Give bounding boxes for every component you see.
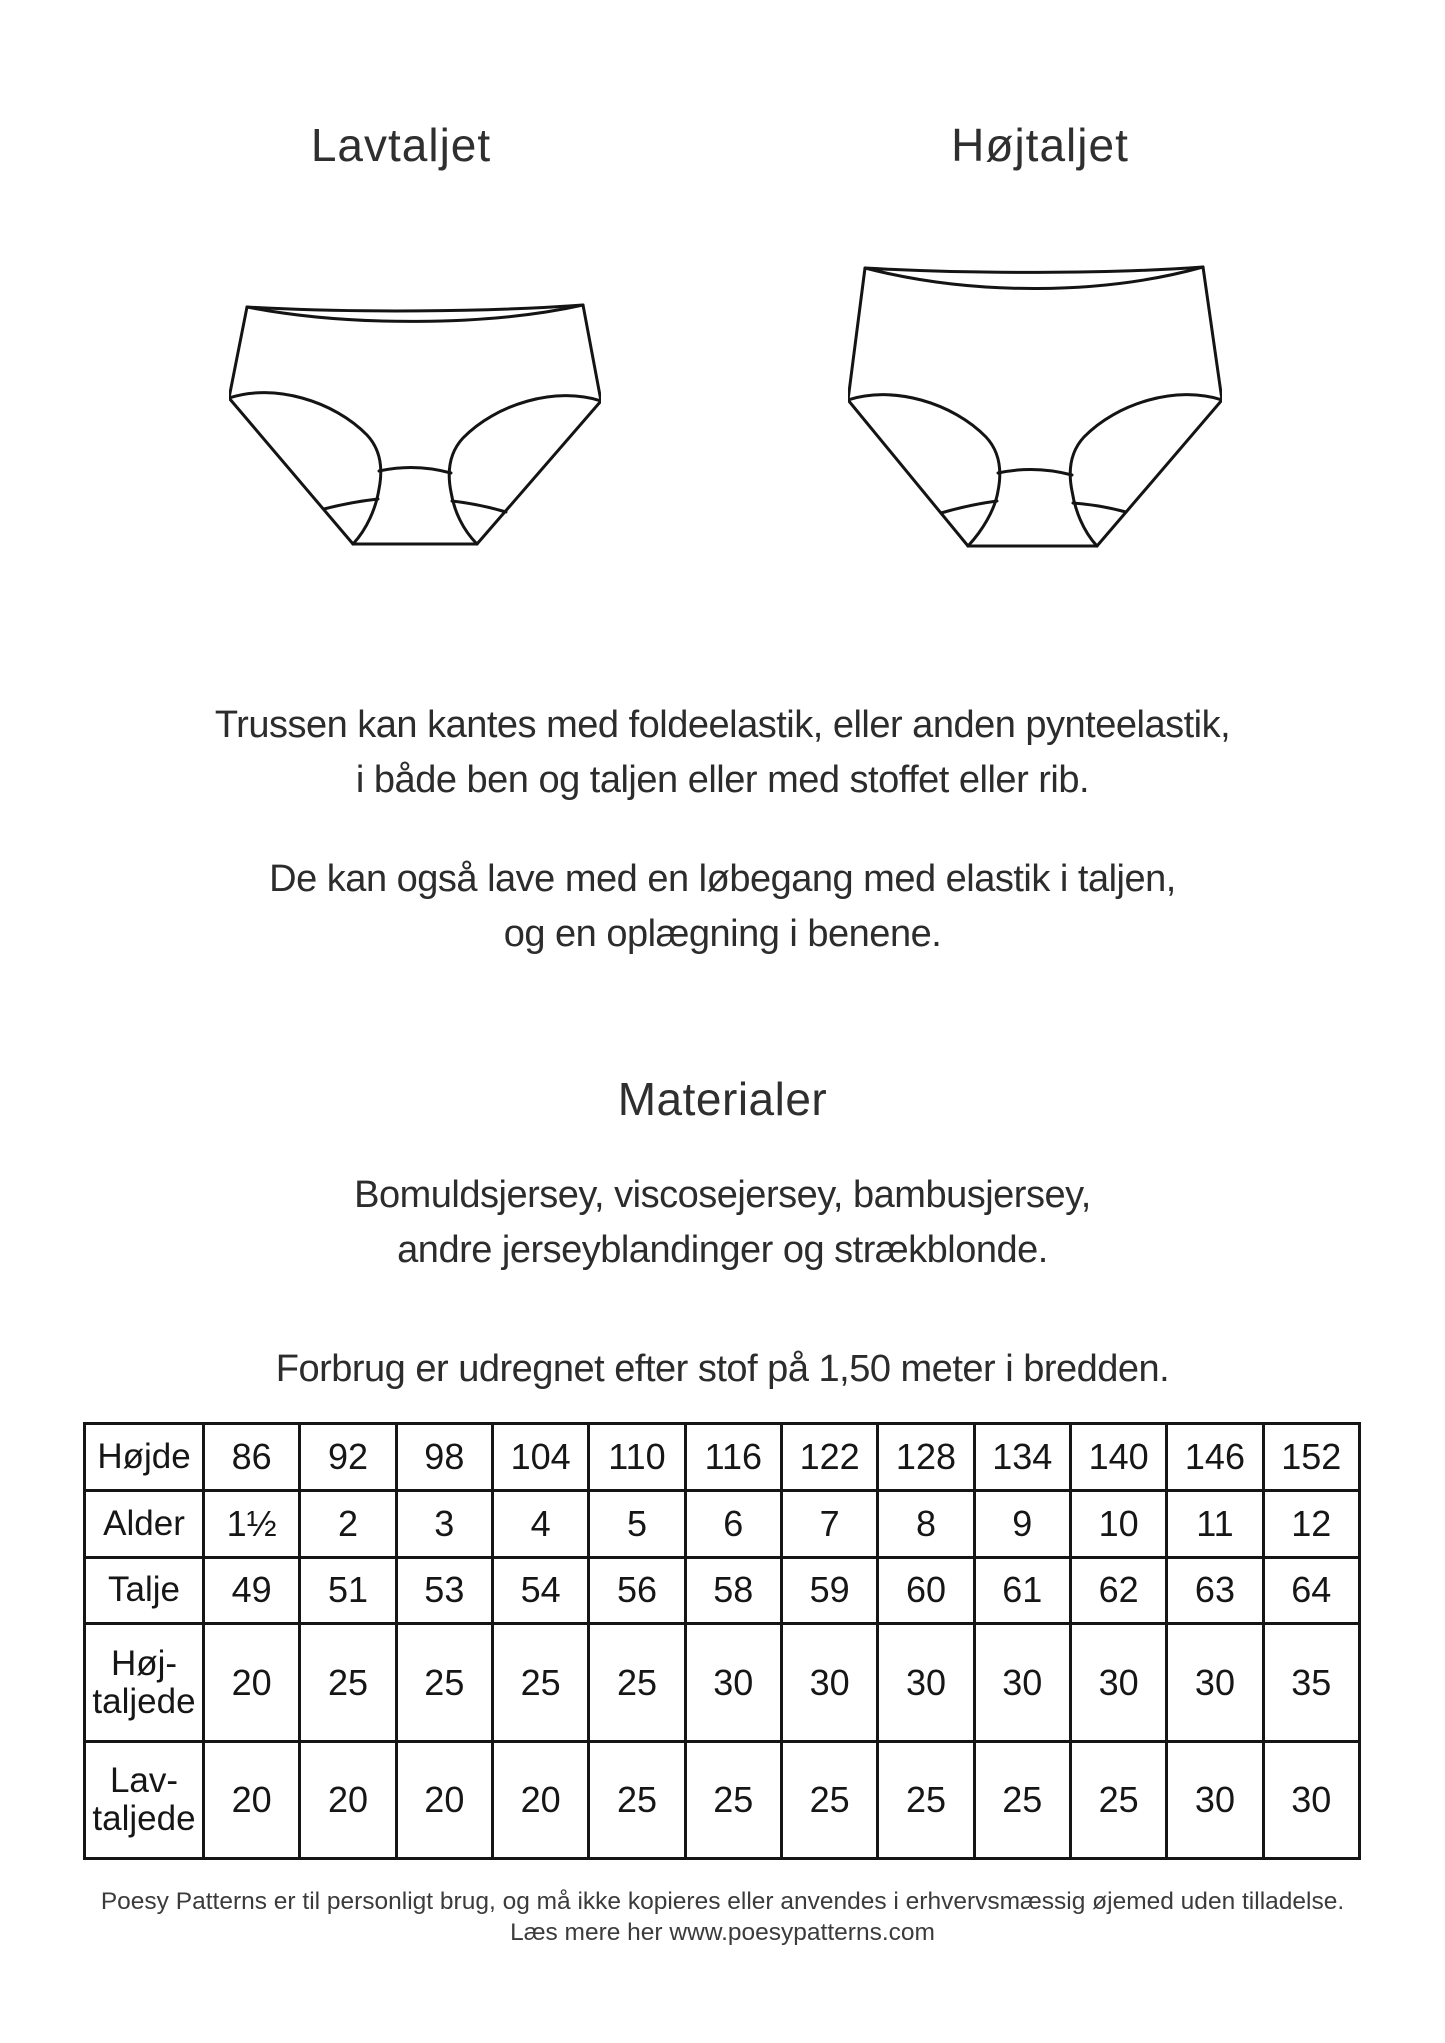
paragraph-edge-options — [0, 698, 1445, 808]
size-value-cell: 30 — [1167, 1624, 1263, 1741]
row-label-cell — [85, 1624, 204, 1741]
size-value-cell: 128 — [878, 1424, 974, 1491]
size-value-cell: 25 — [589, 1624, 685, 1741]
row-label-line: taljede — [92, 1681, 196, 1721]
size-value-cell: 2 — [300, 1490, 396, 1557]
size-value-cell: 25 — [685, 1741, 781, 1858]
size-value-cell: 30 — [974, 1624, 1070, 1741]
high-waist-brief-drawing — [848, 265, 1222, 548]
table-row — [85, 1490, 1360, 1557]
size-value-cell: 25 — [396, 1624, 492, 1741]
row-label-line: Lav- — [109, 1760, 179, 1800]
size-value-cell: 30 — [878, 1624, 974, 1741]
table-row — [85, 1741, 1360, 1858]
size-value-cell: 6 — [685, 1490, 781, 1557]
size-value-cell: 25 — [781, 1741, 877, 1858]
size-value-cell: 122 — [781, 1424, 877, 1491]
footer-line: Poesy Patterns er til personligt brug, og må ikke kopieres eller anvendes i erhvervsmæssig øjemed uden tilladelse. — [100, 1888, 1345, 1915]
size-value-cell: 25 — [878, 1741, 974, 1858]
size-value-cell: 25 — [300, 1624, 396, 1741]
size-value-cell: 59 — [781, 1557, 877, 1624]
row-label-line: Højde — [97, 1436, 191, 1476]
size-value-cell: 30 — [1263, 1741, 1359, 1858]
size-value-cell: 25 — [492, 1624, 588, 1741]
size-value-cell: 56 — [589, 1557, 685, 1624]
materials-heading: Materialer — [617, 1073, 828, 1125]
row-label-line: Høj- — [110, 1643, 178, 1683]
paragraph-line: De kan også lave med en løbegang med elastik i taljen, — [269, 858, 1176, 900]
size-table — [83, 1422, 1361, 1860]
size-value-cell: 20 — [396, 1741, 492, 1858]
paragraph-line: andre jerseyblandinger og strækblonde. — [397, 1229, 1048, 1271]
size-value-cell: 110 — [589, 1424, 685, 1491]
size-value-cell: 30 — [1167, 1741, 1263, 1858]
size-value-cell: 25 — [974, 1741, 1070, 1858]
footer-line: Læs mere her www.poesypatterns.com — [510, 1919, 935, 1946]
size-value-cell: 92 — [300, 1424, 396, 1491]
size-value-cell: 64 — [1263, 1557, 1359, 1624]
size-value-cell: 3 — [396, 1490, 492, 1557]
size-value-cell: 49 — [204, 1557, 300, 1624]
size-value-cell: 30 — [685, 1624, 781, 1741]
size-value-cell: 20 — [300, 1741, 396, 1858]
size-value-cell: 134 — [974, 1424, 1070, 1491]
size-value-cell: 146 — [1167, 1424, 1263, 1491]
size-value-cell: 63 — [1167, 1557, 1263, 1624]
low-waist-brief-drawing — [229, 303, 601, 546]
footer-copyright — [0, 1886, 1445, 1948]
size-value-cell: 9 — [974, 1490, 1070, 1557]
size-value-cell: 61 — [974, 1557, 1070, 1624]
size-value-cell: 116 — [685, 1424, 781, 1491]
size-value-cell: 11 — [1167, 1490, 1263, 1557]
row-label-line: Talje — [108, 1570, 180, 1610]
size-value-cell: 53 — [396, 1557, 492, 1624]
size-value-cell: 12 — [1263, 1490, 1359, 1557]
size-value-cell: 60 — [878, 1557, 974, 1624]
size-value-cell: 8 — [878, 1490, 974, 1557]
size-value-cell: 62 — [1070, 1557, 1166, 1624]
size-value-cell: 10 — [1070, 1490, 1166, 1557]
size-value-cell: 20 — [204, 1741, 300, 1858]
size-value-cell: 5 — [589, 1490, 685, 1557]
size-value-cell: 35 — [1263, 1624, 1359, 1741]
size-value-cell: 25 — [1070, 1741, 1166, 1858]
paragraph-line: i både ben og taljen eller med stoffet eller rib. — [355, 759, 1090, 801]
size-value-cell: 152 — [1263, 1424, 1359, 1491]
size-value-cell: 30 — [781, 1624, 877, 1741]
size-value-cell: 104 — [492, 1424, 588, 1491]
row-label-cell — [85, 1557, 204, 1624]
paragraph-line: og en oplægning i benene. — [503, 913, 942, 955]
table-row — [85, 1557, 1360, 1624]
size-value-cell: 25 — [589, 1741, 685, 1858]
size-value-cell: 7 — [781, 1490, 877, 1557]
table-row — [85, 1424, 1360, 1491]
size-value-cell: 30 — [1070, 1624, 1166, 1741]
row-label-cell — [85, 1490, 204, 1557]
row-label-line: taljede — [92, 1798, 196, 1838]
row-label-cell — [85, 1741, 204, 1858]
size-value-cell: 140 — [1070, 1424, 1166, 1491]
size-value-cell: 98 — [396, 1424, 492, 1491]
table-row — [85, 1624, 1360, 1741]
row-label-line: Alder — [103, 1503, 185, 1543]
size-value-cell: 86 — [204, 1424, 300, 1491]
size-value-cell: 1½ — [204, 1490, 300, 1557]
paragraph-line: Bomuldsjersey, viscosejersey, bambusjersey, — [354, 1174, 1091, 1216]
variant-label-low-waist: Lavtaljet — [310, 119, 492, 171]
paragraph-line: Trussen kan kantes med foldeelastik, eller anden pynteelastik, — [214, 704, 1231, 746]
size-value-cell: 51 — [300, 1557, 396, 1624]
size-value-cell: 54 — [492, 1557, 588, 1624]
size-value-cell: 58 — [685, 1557, 781, 1624]
paragraph-casing-option — [0, 852, 1445, 962]
paragraph-materials — [0, 1168, 1445, 1278]
variant-label-high-waist: Højtaljet — [951, 119, 1129, 171]
size-table-body — [85, 1424, 1360, 1859]
size-value-cell: 4 — [492, 1490, 588, 1557]
fabric-usage-note: Forbrug er udregnet efter stof på 1,50 meter i bredden. — [275, 1348, 1170, 1390]
row-label-cell — [85, 1424, 204, 1491]
size-value-cell: 20 — [492, 1741, 588, 1858]
size-value-cell: 20 — [204, 1624, 300, 1741]
